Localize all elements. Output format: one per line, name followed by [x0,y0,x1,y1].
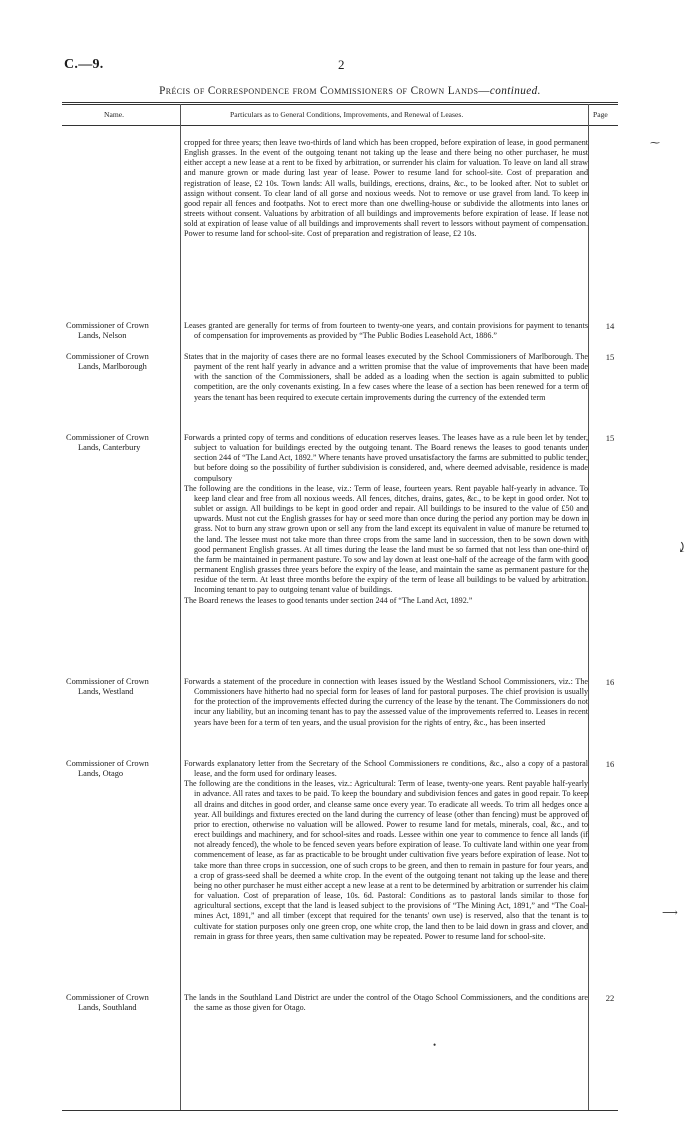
table-top-rule-2 [62,104,618,105]
entry-particulars [184,352,588,403]
entry-page-ref: 16 [605,677,615,687]
entry-name [66,677,178,697]
column-header-name: Name. [104,110,125,119]
continuation-text: cropped for three years; then leave two-thirds of land which has been cropped, before expiration of lease, in good permanent English grasses. In the event of the outgoing tenant not taking up the lease and there being no other purchaser, he must either accept a new lease at a rent to be fixed by arbitration, or surrender his claim for valuation. To leave on land all straw and manure grown or made during last year of lease. Power to resume land for school-site. Cost of preparation and registration of lease, £2 10s. Town lands: All walls, buildings, erections, drains, &c., to be looked after. Not to sublet or assign without consent. To clear land of all gorse and noxious weeds. Not to remove or use gravel from land. To keep in good repair all fences and footpaths. Not to erect more than one dwelling-house or subdivide the allotments into lanes or streets without consent. Valuations by arbitration of all buildings and improvements before expiration of lease. If lease not sold at expiration of lease value of all buildings and improvements shall revert to lessors without payment of compensation. Power to resume land for school-site. Cost of preparation and registration of lease, £2 10s. [184,138,588,239]
entry-page-ref: 15 [605,352,615,362]
column-header-particulars: Particulars as to General Conditions, Improvements, and Renewal of Leases. [230,110,464,119]
entry-name-line: Commissioner of Crown [66,677,149,686]
table-bottom-rule [62,1110,618,1111]
entry-name-line: Lands, Canterbury [78,443,141,453]
entry-paragraph: Leases granted are generally for terms of from fourteen to twenty-one years, and contain provisions for payment to tenants of compensation for improvements as provided by “The Public Bodies Leasehold Act, 1886.” [184,321,588,341]
entry-name-line: Lands, Westland [78,687,134,697]
entry-page-ref: 15 [605,433,615,443]
entry-paragraph: The Board renews the leases to good tenants under section 244 of “The Land Act, 1892.” [184,595,473,605]
entry-name-line: Lands, Otago [78,769,124,779]
entry-name-line: Commissioner of Crown [66,352,149,361]
entry-name-line: Lands, Southland [78,1003,137,1013]
entry-particulars [184,993,588,1013]
entry-particulars [184,759,588,942]
entry-particulars [184,321,588,341]
entry-name [66,433,178,453]
entry-particulars [184,677,588,728]
entry-name-line: Lands, Nelson [78,331,127,341]
entry-name-line: Commissioner of Crown [66,993,149,1002]
table-top-rule [62,102,618,103]
running-title-main: Précis of Correspondence from Commissioners of Crown Lands— [159,85,490,97]
entry-paragraph: Forwards explanatory letter from the Secretary of the School Commissioners re conditions, &c., also a copy of a pastoral lease, and the form used for ordinary leases. [184,759,588,779]
entry-name [66,352,178,372]
entry-paragraph: Forwards a printed copy of terms and conditions of education reserves leases. The leases have as a rule been let by tender, subject to valuation for buildings erected by the outgoing tenant. The Board renews the leases to good tenants under section 244 of “The Land Act, 1892.” Where tenants have proved unsatisfactory the farms are submitted to public tender, but before doing so the possibility of further subdivision is considered, and, where deemed advisable, residence is made compulsory [184,433,588,483]
entry-paragraph: The following are the conditions in the lease, viz.: Term of lease, fourteen years. Rent payable half-yearly in advance. To keep land clear and free from all noxious weeds. All fences, ditches, drains, gates, &c., to be kept in good order. Not to sublet or assign. All buildings to be kept in good order and repair. All buildings to be insured to the value of £50 and upwards. Must not cut the English grasses for hay or seed more than once during the period any portion may be down in grass. Not to burn any straw grown upon or sell any from the land except its equivalent in value of manure be returned to the land. The lessee must not take more than three crops from the same land in succession, then to be sown down with good permanent English grasses. At all times during the lease the land must be so farmed that not less than one-third of the farm be maintained in permanent pasture. To sow and lay down at least one-half of the acreage of the farm with good permanent English grasses three years before the expiry of the lease, and maintain the same as permanent pasture for the residue of the term. At least three months before the expiry of the term of lease all buildings to be valued by arbitration. Incoming tenant to pay to outgoing tenant value of buildings. [184,483,588,595]
column-header-page: Page [593,110,608,119]
margin-tick-mark: ⟶ [662,907,678,919]
entry-page-ref: 16 [605,759,615,769]
entry-paragraph: The lands in the Southland Land District are under the control of the Otago School Commissioners, and the conditions are the same as those given for Otago. [184,993,588,1013]
entry-name-line: Commissioner of Crown [66,321,149,330]
entry-name [66,321,178,341]
page-number: 2 [338,57,345,72]
entry-name [66,993,178,1013]
running-title-cont: continued. [489,85,541,97]
entry-paragraph: The following are the conditions in the leases, viz.: Agricultural: Term of lease, twenty-one years. Rent payable half-yearly in advance. All rates and taxes to be paid. To keep the boundary and subdivision fences and gates in good repair. To keep all drains and ditches in good order, and cleanse same once every year. To eradicate all weeds. To trim all hedges once a year. All buildings and fixtures erected on the land during the currency of lease (other than fencing) must be approved of prior to erection, otherwise no valuation will be allowed. Power to resume land for metals, minerals, coal, &c., and to erect buildings and machinery, and for school-sites and roads. Lessee within one year to commence to fence all lands (if not already fenced), the whole to be fenced seven years before expiration of lease. To cultivate land within one year from commencement of lease, as far as practicable to be brought under cultivation five years before expiration of lease. Not to take more than three crops in succession, one of such crops to be green, and then to remain in pasture for four years, and a crop of grass-seed shall be deemed a white crop. In the event of the outgoing tenant not taking up the lease and there being no other purchaser he must either accept a new lease at a rent to be determined by arbitration or surrender his claim for valuation. Cost of preparation of lease, 10s. 6d. Pastoral: Conditions as to pastoral lands similar to those for agricultural sections, except that the land is leased subject to the provisions of “The Mining Act, 1891,” and “The Coal-mines Act, 1891,” and all timber (except that required for the tenants' own use) is reserved, also that the tenant is to cultivate for station purposes only one green crop, one white crop, the land then to be laid down in grass and clover, and remain in grass for three years, then same cultivation may be repeated. Power to resume land for school-site. [184,779,588,941]
document-ref: C.—9. [64,57,104,72]
margin-tick-mark: ⤸ [676,541,688,556]
entry-name-line: Lands, Marlborough [78,362,147,372]
entry-page-ref: 14 [605,321,615,331]
margin-dot-mark: • [433,1040,437,1050]
entry-paragraph: States that in the majority of cases there are no formal leases executed by the School Commissioners of Marlborough. The payment of the rent half yearly in advance and a written promise that the value of improvements that have been made with the sanction of the Commissioners, shall be added as a loading when the section is again submitted to public competition, are the only covenants existing. In a few cases where the lease of a section has been renewed for a term of years the tenant has been required to execute certain improvements during the currency of the extended term [184,352,588,402]
running-title [60,85,640,97]
entry-particulars [184,433,588,606]
margin-tick-mark: ⁓ [650,138,660,149]
entry-name [66,759,178,779]
column-divider-right [588,104,589,1110]
entry-page-ref: 22 [605,993,615,1003]
column-divider-left [180,104,181,1110]
continuation-paragraph [184,138,588,240]
entry-name-line: Commissioner of Crown [66,433,149,442]
entry-name-line: Commissioner of Crown [66,759,149,768]
header-bottom-rule [62,125,618,126]
entry-paragraph: Forwards a statement of the procedure in connection with leases issued by the Westland School Commissioners, viz.: The Commissioners have hitherto had no special form for leases of land for pastoral purposes. The chief provision is usually for the protection of the improvements effected during the currency of the lease by the tenant. The Commissioners do not incur any liability, but an incoming tenant has to pay the assessed value of the improvements referred to. Leases in recent years have been for a term of ten years, and the usual provision for the rights of entry, &c., has been inserted [184,677,588,727]
